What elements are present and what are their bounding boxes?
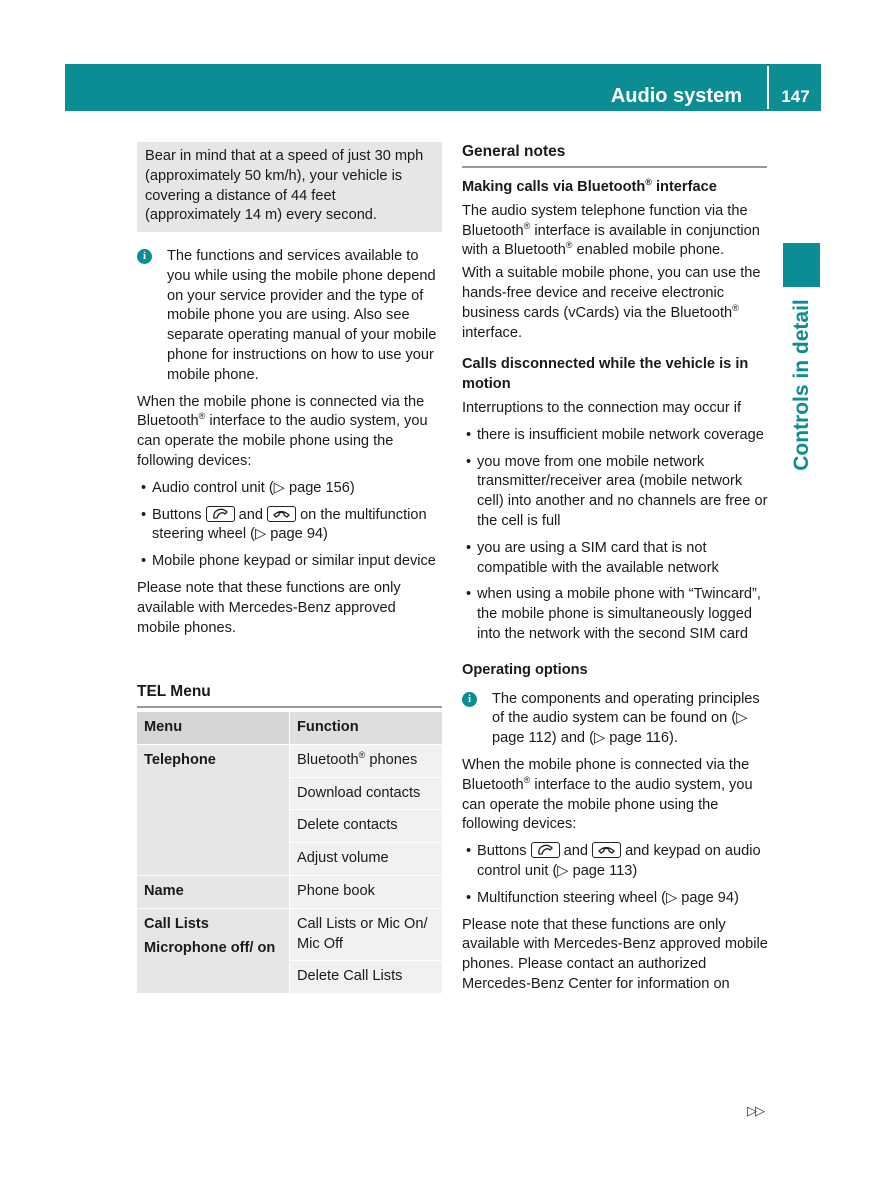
- paragraph: [462, 264, 769, 343]
- general-notes-heading: General notes: [462, 143, 767, 168]
- text: and keypad on audio control unit (▷ page 113): [477, 843, 761, 879]
- table-row: [137, 909, 442, 994]
- table-row: [137, 876, 442, 909]
- table-header-row: [137, 712, 442, 745]
- function-group: [289, 909, 442, 994]
- list-item: • you are using a SIM card that is not compatible with the available network: [462, 539, 769, 579]
- phone-hangup-icon: [267, 506, 296, 522]
- registered-mark: ®: [645, 177, 652, 187]
- text: interface.: [462, 324, 523, 341]
- text: interface is available in conjunction with a Bluetooth: [462, 222, 760, 259]
- registered-mark: ®: [732, 302, 739, 313]
- info-note-text: The components and operating principles of the audio system can be found on (▷ page 112) and (▷ page 116).: [492, 690, 760, 747]
- page-number: 147: [781, 87, 810, 106]
- menu-label: Microphone off/ on: [144, 939, 276, 956]
- registered-mark: ®: [523, 774, 531, 785]
- continue-marker: ▷▷: [747, 1103, 763, 1118]
- speed-note-box: [137, 142, 442, 232]
- info-note: [467, 690, 769, 749]
- list-item: • you move from one mobile network transmitter/receiver area (mobile network cell) into another and no channels are free or the cell is full: [462, 453, 769, 532]
- text: Making calls via Bluetooth: [462, 179, 646, 195]
- column-header: Function: [289, 712, 442, 745]
- function-cell: [289, 745, 442, 778]
- paragraph: [462, 756, 769, 835]
- paragraph: [462, 202, 769, 261]
- speed-note-text: Bear in mind that at a speed of just 30 mph (approximately 50 km/h), your vehicle is covering a distance of 44 feet (approximately 14 m) every second.: [145, 148, 424, 224]
- text: Buttons: [152, 506, 206, 523]
- paragraph: [137, 393, 442, 472]
- paragraph: Interruptions to the connection may occur if: [462, 399, 742, 416]
- text: phones: [365, 751, 418, 768]
- info-note-text: The functions and services available to you while using the mobile phone depend on your service provider and the type of mobile phone you are using. Also see separate operating manual of your mobile phone for instructions on how to use your mobile phone.: [167, 248, 437, 383]
- list-item: • there is insufficient mobile network coverage: [462, 426, 769, 446]
- side-tab: [783, 292, 820, 477]
- header-divider: [767, 66, 769, 109]
- text: interface: [651, 179, 717, 195]
- function-cell: Delete contacts: [289, 810, 442, 843]
- function-group: [289, 745, 442, 876]
- subheading: [462, 178, 769, 198]
- function-cell: Call Lists or Mic On/ Mic Off: [289, 909, 442, 962]
- registered-mark: ®: [523, 220, 531, 231]
- function-cell: Download contacts: [289, 778, 442, 811]
- subheading: Calls disconnected while the vehicle is in motion: [462, 356, 749, 393]
- menu-label: Telephone: [144, 751, 216, 768]
- paragraph: Please note that these functions are only available with Mercedes-Benz approved mobile phones. Please contact an authorized Mercedes-Benz Center for information on: [462, 916, 768, 992]
- list-item: • Multifunction steering wheel (▷ page 94): [462, 889, 769, 909]
- text: When the mobile phone is connected via the Bluetooth: [462, 756, 750, 793]
- text: interface to the audio system, you can operate the mobile phone using the following devices:: [137, 413, 428, 469]
- text: Bluetooth: [297, 751, 359, 768]
- text: and: [559, 843, 593, 860]
- menu-label: Call Lists: [144, 915, 209, 932]
- text: enabled mobile phone.: [572, 242, 725, 259]
- menu-cell: [137, 909, 289, 994]
- function-cell: Delete Call Lists: [289, 961, 442, 994]
- tel-menu-table: [137, 712, 442, 994]
- phone-pickup-icon: [206, 506, 235, 522]
- list-item: • Mobile phone keypad or similar input device: [137, 552, 442, 572]
- tel-menu-heading: TEL Menu: [137, 683, 442, 708]
- text: The audio system telephone function via the Bluetooth: [462, 202, 748, 239]
- text: With a suitable mobile phone, you can use the hands-free device and receive electronic business cards (vCards) via the Bluetooth: [462, 265, 761, 321]
- text: Buttons: [477, 843, 531, 860]
- phone-pickup-icon: [531, 842, 560, 858]
- list-item: • Audio control unit (▷ page 156): [137, 479, 442, 499]
- page-header: [65, 64, 821, 111]
- info-note: [142, 247, 442, 386]
- column-header: Menu: [137, 712, 289, 745]
- right-column: [462, 178, 769, 995]
- text: interface to the audio system, you can operate the mobile phone using the following devices:: [462, 776, 753, 833]
- menu-cell: Name: [137, 876, 289, 909]
- text: and: [234, 506, 268, 523]
- side-tab-label: Controls in detail: [789, 298, 813, 471]
- menu-cell: [137, 745, 289, 876]
- text: When the mobile phone is connected via the Bluetooth: [137, 393, 425, 430]
- side-tab-marker: [783, 243, 820, 287]
- function-cell: Phone book: [289, 876, 442, 909]
- list-item: • when using a mobile phone with “Twincard”, the mobile phone is simultaneously logged into the network with the second SIM card: [462, 585, 769, 644]
- info-icon: i: [137, 249, 152, 264]
- paragraph: Please note that these functions are only available with Mercedes-Benz approved mobile phones.: [137, 579, 401, 636]
- phone-hangup-icon: [592, 842, 621, 858]
- text: on the multifunction steering wheel (▷ page 94): [152, 506, 427, 543]
- list-item: [137, 506, 442, 546]
- info-icon: i: [462, 692, 477, 707]
- registered-mark: ®: [198, 411, 206, 422]
- left-column: [137, 247, 442, 638]
- registered-mark: ®: [358, 749, 366, 760]
- list-item: [462, 842, 769, 882]
- function-cell: Adjust volume: [289, 843, 442, 876]
- table-row: [137, 745, 442, 876]
- section-title: Audio system: [610, 85, 742, 107]
- registered-mark: ®: [565, 240, 573, 251]
- subheading: Operating options: [462, 661, 588, 678]
